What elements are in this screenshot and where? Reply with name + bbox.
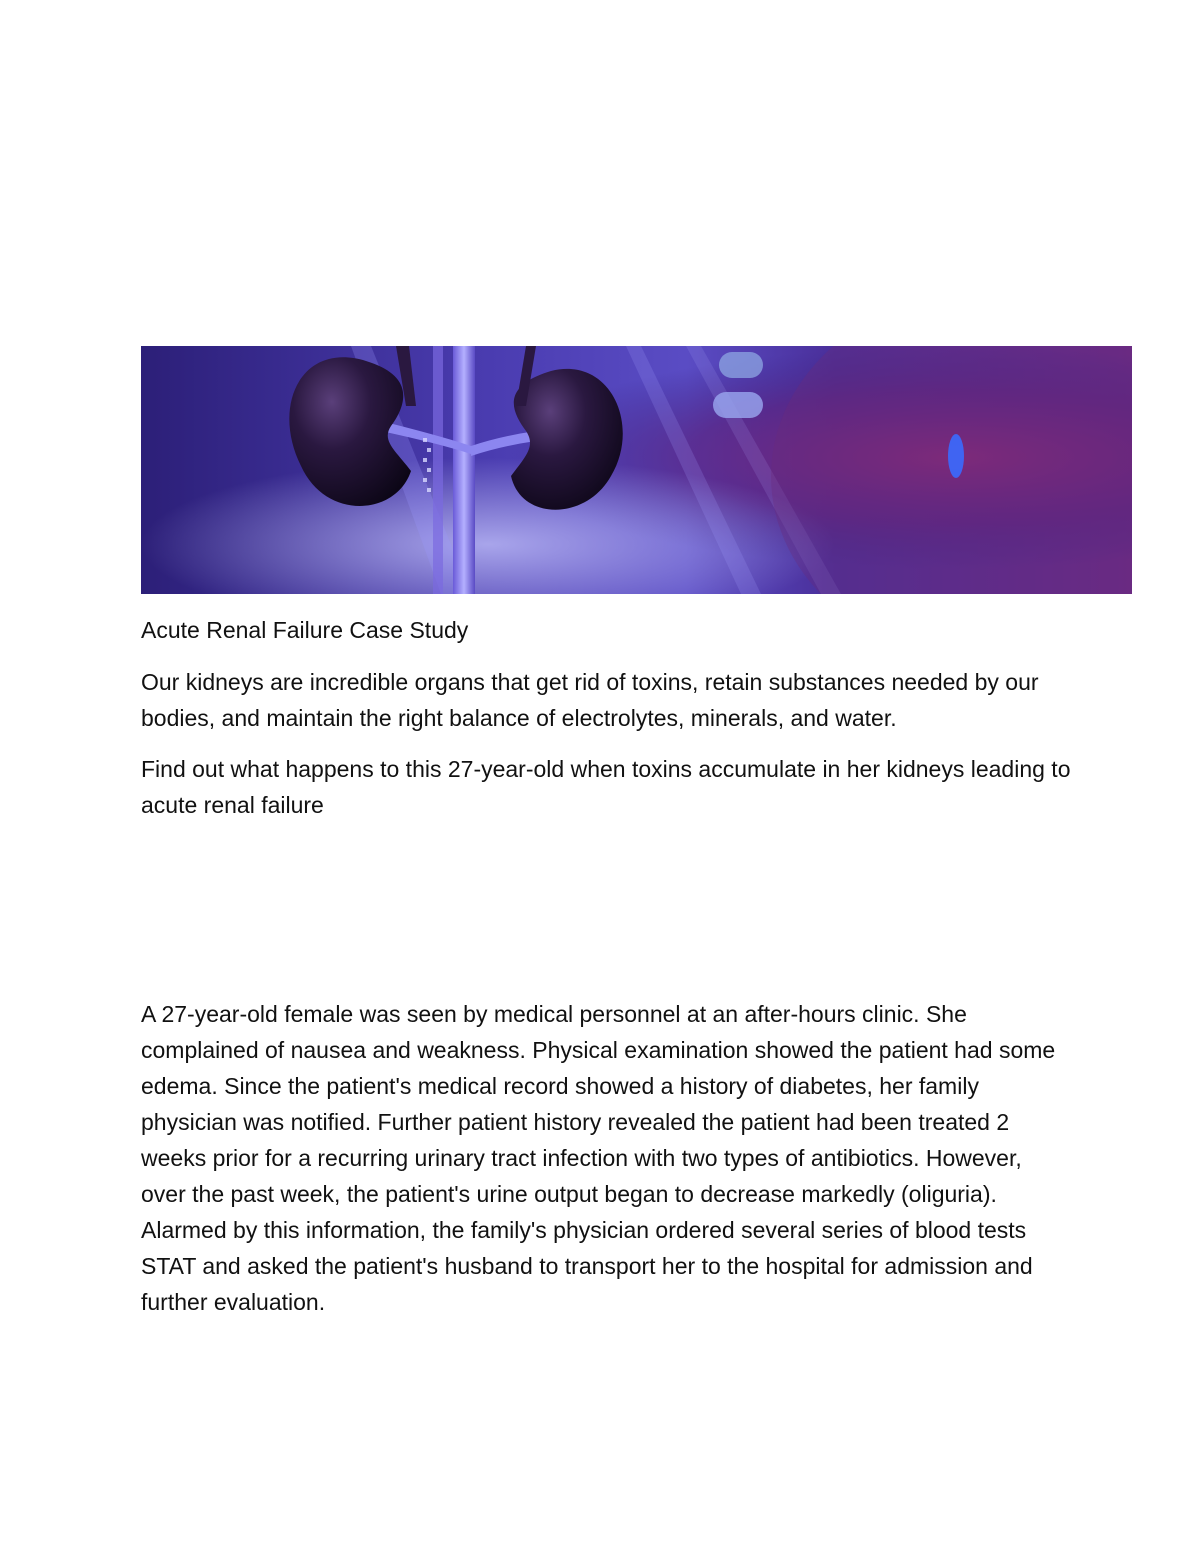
case-text: A 27-year-old female was seen by medical personnel at an after-hours clinic. She complained of nausea and weakness. Physical examination showed the patient had some edema. Since the patient's medical record showed a history of diabetes, her family physician was notified. Further patient history revealed the patient had been treated 2 weeks prior for a recurring urinary tract infection with two types of antibiotics. However, over the past week, the patient's urine output began to decrease markedly (oliguria). Alarmed by this information, the family's physician ordered several series of blood tests STAT and asked the patient's husband to transport her to the hospital for admission and further evaluation. <box>141 1001 1056 1315</box>
document-title <box>141 612 1071 648</box>
intro-text: Our kidneys are incredible organs that get rid of toxins, retain substances needed by our bodies, and maintain the right balance of electrolytes, minerals, and water. <box>141 669 1039 731</box>
intro-paragraph <box>141 664 1071 736</box>
kidney-banner-image <box>141 346 1132 594</box>
case-paragraph <box>141 996 1071 1320</box>
kidneys-illustration-icon <box>141 346 1132 594</box>
teaser-text: Find out what happens to this 27-year-old when toxins accumulate in her kidneys leading to acute renal failure <box>141 756 1071 818</box>
title-text: Acute Renal Failure Case Study <box>141 617 469 643</box>
teaser-paragraph <box>141 751 1071 823</box>
